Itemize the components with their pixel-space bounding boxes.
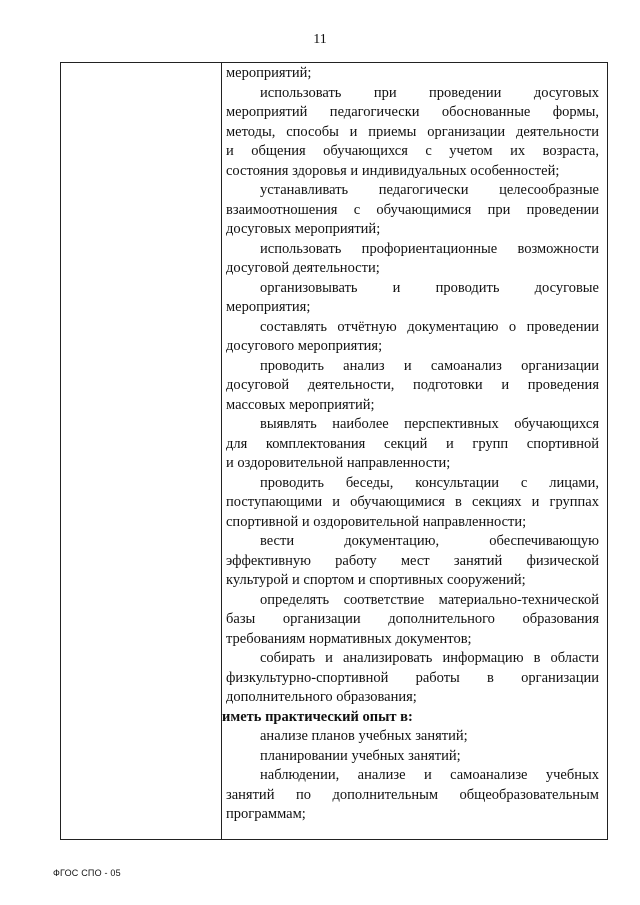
- footer-label: ФГОС СПО - 05: [53, 868, 121, 878]
- text-line: выявлять наиболее перспективных обучающихся: [260, 416, 599, 432]
- text-line: эффективную работу мест занятий физической: [226, 552, 599, 569]
- text-line: массовых мероприятий;: [226, 396, 375, 413]
- text-line: устанавливать педагогически целесообразные: [260, 182, 599, 198]
- text-line: мероприятий педагогически обоснованные формы,: [226, 104, 599, 120]
- page-number: 11: [313, 32, 327, 47]
- text-line: проводить беседы, консультации с лицами,: [260, 474, 599, 491]
- text-line: занятий по дополнительным общеобразовательным: [226, 786, 599, 803]
- text-line: планировании учебных занятий;: [260, 747, 461, 764]
- text-line: программам;: [226, 806, 306, 822]
- text-line: взаимоотношения с обучающимися при проведении: [226, 201, 599, 218]
- text-line: и оздоровительной направленности;: [226, 455, 451, 471]
- text-line: анализе планов учебных занятий;: [260, 728, 468, 744]
- text-line: определять соответствие материально-технической: [260, 591, 599, 608]
- text-line: физкультурно-спортивной работы в организации: [226, 669, 599, 686]
- text-line: дополнительного образования;: [226, 689, 417, 705]
- text-line: использовать при проведении досуговых: [260, 84, 599, 101]
- text-line: и общения обучающихся с учетом их возраста,: [226, 143, 599, 159]
- text-line: культурой и спортом и спортивных сооружений;: [226, 572, 526, 588]
- text-line: базы организации дополнительного образования: [226, 611, 599, 627]
- text-line: проводить анализ и самоанализ организации: [260, 357, 599, 374]
- text-line: мероприятия;: [226, 299, 311, 315]
- text-line: мероприятий;: [226, 65, 312, 81]
- text-line: поступающими и обучающимися в секциях и группах: [226, 494, 599, 510]
- text-line: организовывать и проводить досуговые: [260, 279, 599, 296]
- table-cell-text: [222, 64, 599, 825]
- text-line: требованиям нормативных документов;: [226, 630, 472, 647]
- text-line: собирать и анализировать информацию в области: [260, 650, 599, 666]
- text-line: для комплектования секций и групп спортивной: [226, 435, 599, 452]
- text-line: использовать профориентационные возможности: [260, 240, 599, 257]
- section-heading: иметь практический опыт в:: [222, 708, 413, 725]
- text-line: вести документацию, обеспечивающую: [260, 533, 599, 549]
- text-line: составлять отчётную документацию о проведении: [260, 318, 599, 335]
- text-line: досуговой деятельности;: [226, 260, 380, 276]
- document-table: [60, 62, 608, 840]
- text-line: методы, способы и приемы организации деятельности: [226, 123, 599, 140]
- text-line: досуговых мероприятий;: [226, 221, 381, 237]
- text-line: досугового мероприятия;: [226, 338, 383, 354]
- text-line: досуговой деятельности, подготовки и проведения: [226, 377, 599, 393]
- text-line: наблюдении, анализе и самоанализе учебных: [260, 767, 599, 783]
- text-line: спортивной и оздоровительной направленности;: [226, 513, 527, 530]
- text-line: состояния здоровья и индивидуальных особенностей;: [226, 162, 560, 179]
